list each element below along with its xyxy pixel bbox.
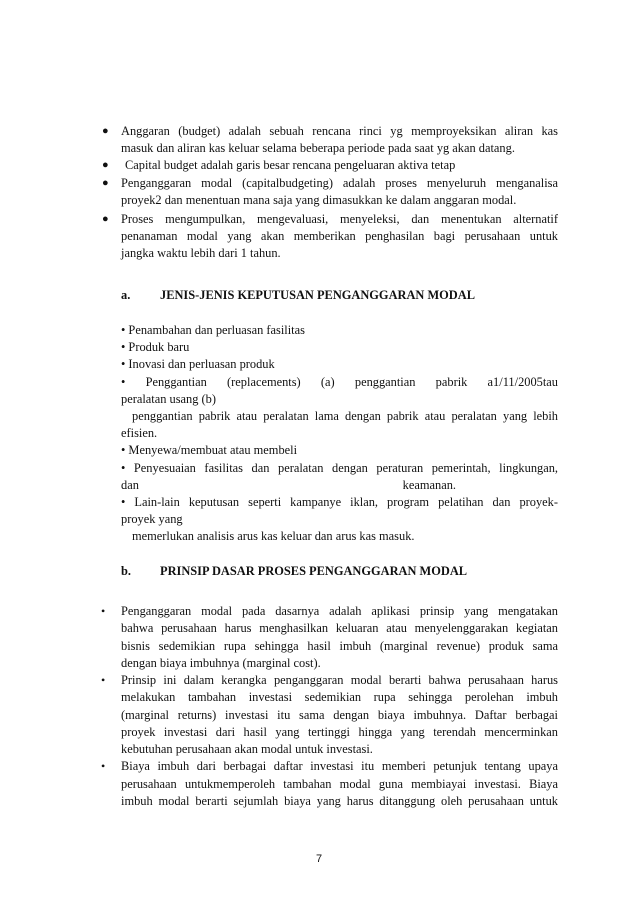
list-item-line: • Produk baru [121, 340, 190, 354]
list-item-line: • Lain-lain keputusan seperti kampanye iklan, program pelatihan dan proyek- [121, 495, 558, 509]
list-item-line: (marginal returns) investasi itu sama dengan biaya imbuhnya. Daftar berbagai [121, 708, 558, 722]
bullet-marker: • [101, 673, 106, 687]
list-item-line: melakukan tambahan investasi sedemikian rupa sehingga perolehan imbuh [121, 690, 558, 704]
list-item-line: Biaya imbuh dari berbagai daftar investasi itu memberi petunjuk tentang upaya [121, 759, 558, 773]
list-item-line: perusahaan untukmemperoleh tambahan modal guna membiayai investasi. Biaya [121, 777, 558, 791]
list-item-line: • Penggantian (replacements) (a) penggantian pabrik a1/11/2005tau [121, 375, 558, 389]
list-item-line: dan keamanan. [121, 478, 456, 492]
bullet-marker: • [101, 759, 106, 773]
list-item-line: imbuh modal berarti sejumlah biaya yang harus ditanggung oleh perusahaan untuk [121, 794, 558, 808]
list-item-line: Prinsip ini dalam kerangka penganggaran modal berarti bahwa perusahaan harus [121, 673, 558, 687]
list-item-line: Penganggaran modal pada dasarnya adalah aplikasi prinsip yang mengatakan [121, 604, 558, 618]
list-item-line: bisnis sedemikian rupa sehingga hasil imbuh (marginal revenue) produk sama [121, 639, 558, 653]
list-item-line: memerlukan analisis arus kas keluar dan arus kas masuk. [132, 529, 415, 543]
list-item-line: efisien. [121, 426, 158, 440]
bullet-marker: ● [102, 213, 109, 225]
list-item-line: Proses mengumpulkan, mengevaluasi, menyeleksi, dan menentukan alternatif [121, 212, 558, 226]
list-item-line: proyek investasi dari hasil yang tertinggi hingga yang terendah mencerminkan [121, 725, 558, 739]
bullet-marker: ● [102, 177, 109, 189]
section-a-title: JENIS-JENIS KEPUTUSAN PENGANGGARAN MODAL [160, 288, 475, 302]
list-item-line: proyek yang [121, 512, 183, 526]
list-item-line: penanaman modal yang akan memberikan penghasilan bagi perusahaan untuk [121, 229, 558, 243]
bullet-marker: ● [102, 159, 109, 171]
section-b-title: PRINSIP DASAR PROSES PENGANGGARAN MODAL [160, 564, 468, 578]
list-item-line: • Menyewa/membuat atau membeli [121, 443, 298, 457]
list-item-line: Capital budget adalah garis besar rencana pengeluaran aktiva tetap [125, 158, 456, 172]
list-item-line: proyek2 dan menentuan mana saja yang dimasukkan ke dalam anggaran modal. [121, 193, 517, 207]
bullet-marker: ● [102, 125, 109, 137]
bullet-marker: • [101, 604, 106, 618]
list-item-line: Anggaran (budget) adalah sebuah rencana rinci yg memproyeksikan aliran kas [121, 124, 558, 138]
list-item-line: masuk dan aliran kas keluar selama beberapa periode pada saat yg akan datang. [121, 141, 515, 155]
section-a-marker: a. [121, 288, 131, 302]
list-item-line: peralatan usang (b) [121, 392, 216, 406]
section-b-marker: b. [121, 564, 131, 578]
list-item-line: dengan biaya imbuhnya (marginal cost). [121, 656, 321, 670]
list-item-line: penggantian pabrik atau peralatan lama dengan pabrik atau peralatan yang lebih [132, 409, 558, 423]
list-item-line: bahwa perusahaan harus menghasilkan keluaran atau menyelenggarakan kegiatan [121, 621, 558, 635]
list-item-line: • Penambahan dan perluasan fasilitas [121, 323, 305, 337]
list-item-line: • Inovasi dan perluasan produk [121, 357, 275, 371]
list-item-line: Penganggaran modal (capitalbudgeting) adalah proses menyeluruh menganalisa [121, 176, 558, 190]
list-item-line: jangka waktu lebih dari 1 tahun. [121, 246, 281, 260]
list-item-line: • Penyesuaian fasilitas dan peralatan dengan peraturan pemerintah, lingkungan, [121, 461, 558, 475]
list-item-line: kebutuhan perusahaan akan modal untuk investasi. [121, 742, 373, 756]
page-number: 7 [315, 853, 323, 865]
